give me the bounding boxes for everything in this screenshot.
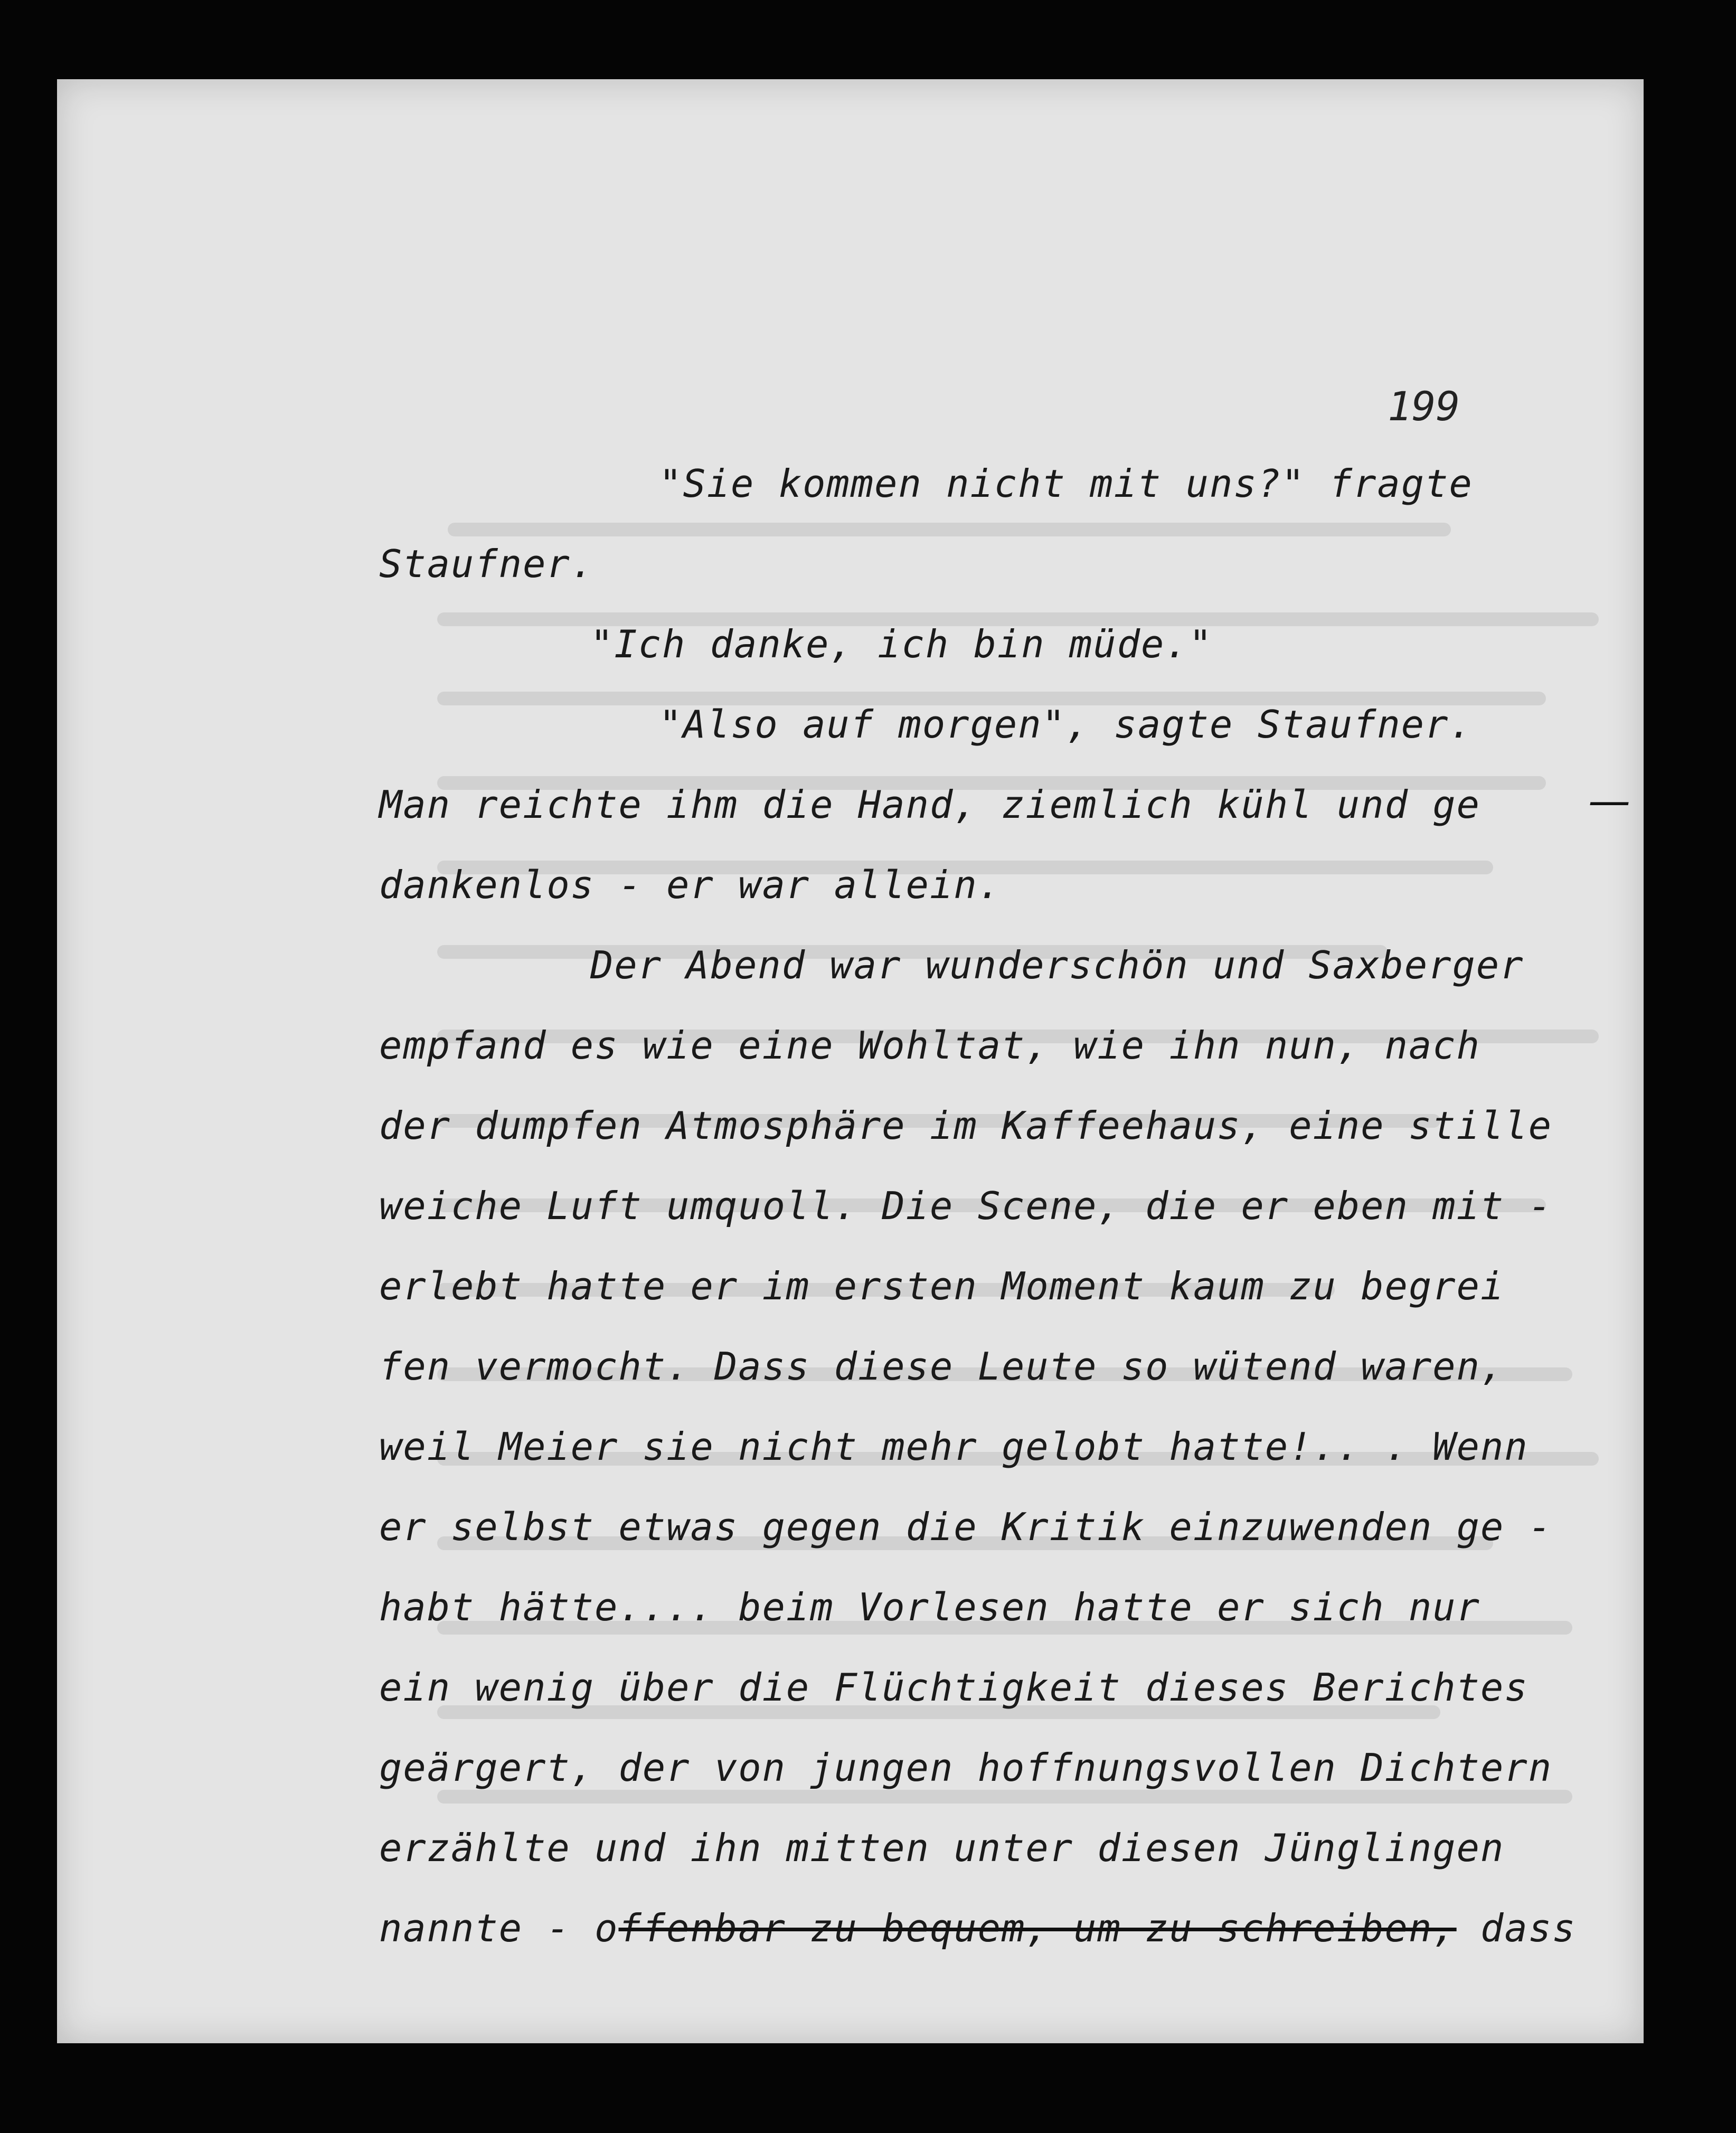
text-line: habt hätte.... beim Vorlesen hatte er sich nur bbox=[379, 1585, 1480, 1629]
text-after-strike: dass bbox=[1456, 1906, 1577, 1950]
document-page bbox=[57, 79, 1644, 2043]
text-line: "Also auf morgen", sagte Staufner. bbox=[659, 702, 1473, 747]
text-before-strike: nannte - o bbox=[379, 1906, 619, 1950]
typewritten-text bbox=[379, 461, 1657, 1996]
page-number: 199 bbox=[1388, 383, 1460, 430]
text-line: er selbst etwas gegen die Kritik einzuwenden ge - bbox=[379, 1505, 1553, 1549]
text-line: geärgert, der von jungen hoffnungsvollen Dichtern bbox=[379, 1745, 1553, 1790]
text-line: weil Meier sie nicht mehr gelobt hatte!.. . Wenn bbox=[379, 1424, 1529, 1469]
text-line: weiche Luft umquoll. Die Scene, die er eben mit - bbox=[379, 1184, 1553, 1228]
text-line: erzählte und ihn mitten unter diesen Jünglingen bbox=[379, 1826, 1505, 1870]
text-line-struck bbox=[379, 1906, 1577, 1950]
text-line: "Sie kommen nicht mit uns?" fragte bbox=[659, 461, 1473, 506]
text-line: "Ich danke, ich bin müde." bbox=[590, 622, 1213, 666]
text-line: Der Abend war wunderschön und Saxberger bbox=[590, 943, 1524, 987]
text-line: fen vermocht. Dass diese Leute so wütend waren, bbox=[379, 1344, 1505, 1389]
text-line: der dumpfen Atmosphäre im Kaffeehaus, eine stille bbox=[379, 1103, 1553, 1148]
text-line: empfand es wie eine Wohltat, wie ihn nun, nach bbox=[379, 1023, 1480, 1068]
text-line: Staufner. bbox=[379, 542, 595, 586]
margin-hyphen-mark: — bbox=[1588, 776, 1630, 825]
text-line: erlebt hatte er im ersten Moment kaum zu begrei bbox=[379, 1264, 1505, 1308]
text-line: ein wenig über die Flüchtigkeit dieses Berichtes bbox=[379, 1665, 1529, 1710]
text-line: dankenlos - er war allein. bbox=[379, 863, 1002, 907]
struck-text: ffenbar zu bequem, um zu schreiben, bbox=[618, 1906, 1457, 1950]
text-line: Man reichte ihm die Hand, ziemlich kühl und ge bbox=[379, 782, 1480, 827]
